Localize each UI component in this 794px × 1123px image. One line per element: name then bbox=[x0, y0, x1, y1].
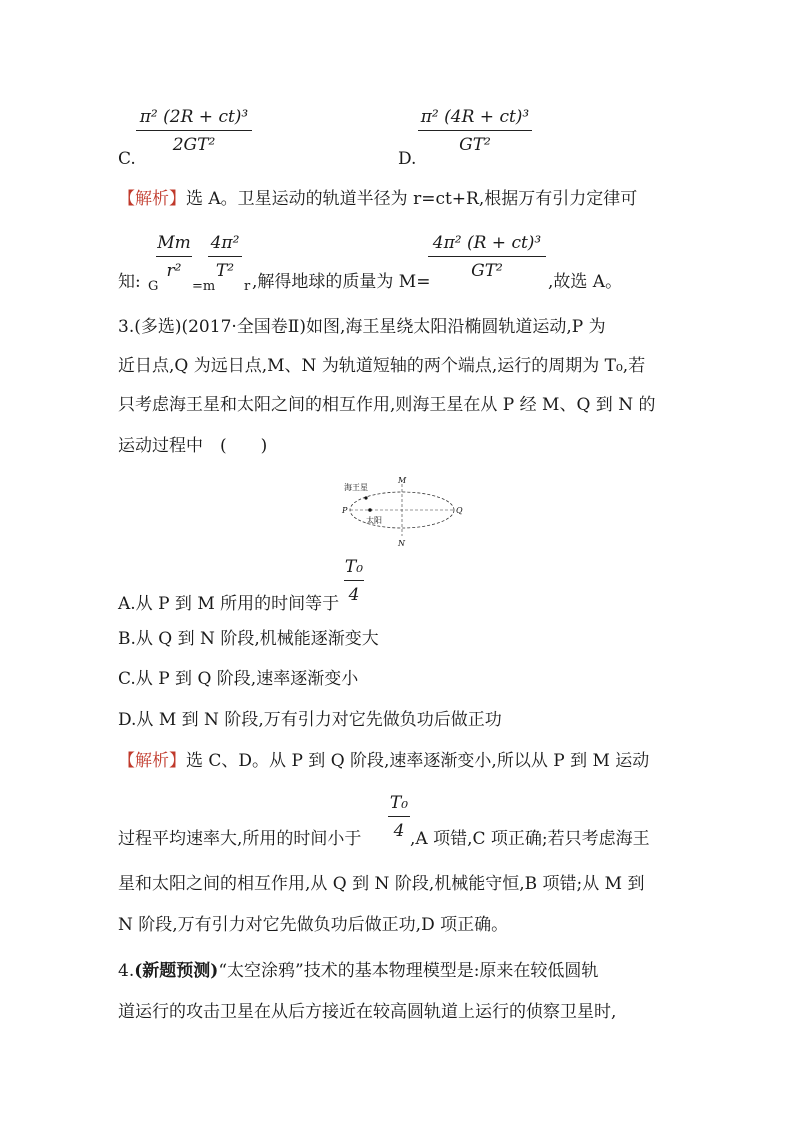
fraction-3-numerator: 4π² (R + ct)³ bbox=[432, 233, 542, 253]
sun-label: 太阳 bbox=[366, 516, 382, 525]
option-c-numerator: π² (2R + ct)³ bbox=[139, 107, 249, 127]
analysis-2-line-3: 星和太阳之间的相互作用,从 Q 到 N 阶段,机械能守恒,B 项错;从 M 到 bbox=[118, 874, 645, 894]
analysis-2-line-2b: ,A 项错,C 项正确;若只考虑海王 bbox=[410, 829, 650, 849]
point-q-label: Q bbox=[456, 506, 463, 515]
option-d-denominator: GT² bbox=[459, 135, 491, 155]
analysis-2-line-2a: 过程平均速率大,所用的时间小于 bbox=[118, 829, 362, 849]
analysis-1-fraction-2 bbox=[208, 232, 242, 282]
q4-tag: (新题预测) bbox=[134, 961, 219, 981]
q3-option-a: A.从 P 到 M 所用的时间等于 bbox=[118, 594, 340, 614]
fraction-bar bbox=[428, 256, 546, 257]
fraction-1-denominator: r² bbox=[166, 261, 182, 281]
q3-line-4: 运动过程中 ( ) bbox=[118, 436, 268, 456]
option-a-fraction bbox=[344, 556, 364, 606]
q4-line-1 bbox=[118, 960, 598, 982]
fraction-3-denominator: GT² bbox=[471, 261, 503, 281]
analysis-tag: 【解析】 bbox=[118, 189, 186, 209]
analysis-2-numerator: T₀ bbox=[389, 793, 409, 813]
option-c-label: C. bbox=[118, 149, 136, 169]
analysis-2-denominator: 4 bbox=[393, 821, 405, 841]
neptune-dot bbox=[364, 496, 367, 499]
analysis-2-line-4: N 阶段,万有引力对它先做负功后做正功,D 项正确。 bbox=[118, 915, 509, 935]
fraction-bar bbox=[208, 256, 242, 257]
analysis-1-end: ,故选 A。 bbox=[548, 272, 623, 292]
orbit-diagram bbox=[338, 476, 468, 552]
fraction-bar bbox=[344, 580, 364, 581]
fraction-bar bbox=[418, 130, 532, 131]
q3-line-3: 只考虑海王星和太阳之间的相互作用,则海王星在从 P 经 M、Q 到 N 的 bbox=[118, 395, 656, 415]
analysis-text: 选 C、D。从 P 到 Q 阶段,速率逐渐变小,所以从 P 到 M 运动 bbox=[186, 751, 650, 771]
option-a-denominator: 4 bbox=[348, 585, 360, 605]
q4-line-2: 道运行的攻击卫星在从后方接近在较高圆轨道上运行的侦察卫星时, bbox=[118, 1002, 617, 1022]
analysis-1-r: r bbox=[244, 279, 251, 294]
analysis-1-fraction-1 bbox=[156, 232, 192, 282]
q3-option-b: B.从 Q 到 N 阶段,机械能逐渐变大 bbox=[118, 629, 379, 649]
fraction-bar bbox=[156, 256, 192, 257]
point-p-label: P bbox=[342, 506, 348, 515]
q3-line-1: 3.(多选)(2017·全国卷Ⅱ)如图,海王星绕太阳沿椭圆轨道运动,P 为 bbox=[118, 317, 606, 337]
analysis-2-line-1 bbox=[118, 750, 649, 772]
analysis-1-fraction-3 bbox=[428, 232, 546, 282]
point-n-label: N bbox=[398, 539, 405, 548]
fraction-2-denominator: T² bbox=[215, 261, 235, 281]
fraction-2-numerator: 4π² bbox=[210, 233, 240, 253]
option-c-fraction bbox=[136, 106, 252, 156]
sun-dot bbox=[368, 508, 372, 512]
fraction-bar bbox=[136, 130, 252, 131]
option-d-label: D. bbox=[398, 149, 417, 169]
analysis-1-line-1 bbox=[118, 188, 637, 210]
q3-line-2: 近日点,Q 为远日点,M、N 为轨道短轴的两个端点,运行的周期为 T₀,若 bbox=[118, 356, 646, 376]
fraction-bar bbox=[388, 816, 410, 817]
analysis-1-zhi: 知: bbox=[118, 272, 141, 292]
fraction-1-numerator: Mm bbox=[157, 233, 191, 253]
option-a-numerator: T₀ bbox=[344, 557, 364, 577]
q4-number: 4. bbox=[118, 961, 135, 981]
q4-text: “太空涂鸦”技术的基本物理模型是:原来在较低圆轨 bbox=[218, 961, 599, 981]
option-c-denominator: 2GT² bbox=[172, 135, 216, 155]
analysis-1-eq-m: =m bbox=[192, 279, 216, 294]
neptune-label: 海王星 bbox=[344, 483, 368, 492]
orbit-svg bbox=[338, 476, 468, 552]
analysis-1-G: G bbox=[148, 279, 159, 294]
analysis-text: 选 A。卫星运动的轨道半径为 r=ct+R,根据万有引力定律可 bbox=[186, 189, 638, 209]
point-m-label: M bbox=[398, 476, 407, 485]
option-d-fraction bbox=[418, 106, 532, 156]
q3-option-d: D.从 M 到 N 阶段,万有引力对它先做负功后做正功 bbox=[118, 710, 502, 730]
q3-option-c: C.从 P 到 Q 阶段,速率逐渐变小 bbox=[118, 669, 359, 689]
analysis-2-fraction bbox=[388, 792, 410, 842]
option-d-numerator: π² (4R + ct)³ bbox=[420, 107, 530, 127]
analysis-1-mid: ,解得地球的质量为 M= bbox=[252, 272, 431, 292]
analysis-tag: 【解析】 bbox=[118, 751, 186, 771]
